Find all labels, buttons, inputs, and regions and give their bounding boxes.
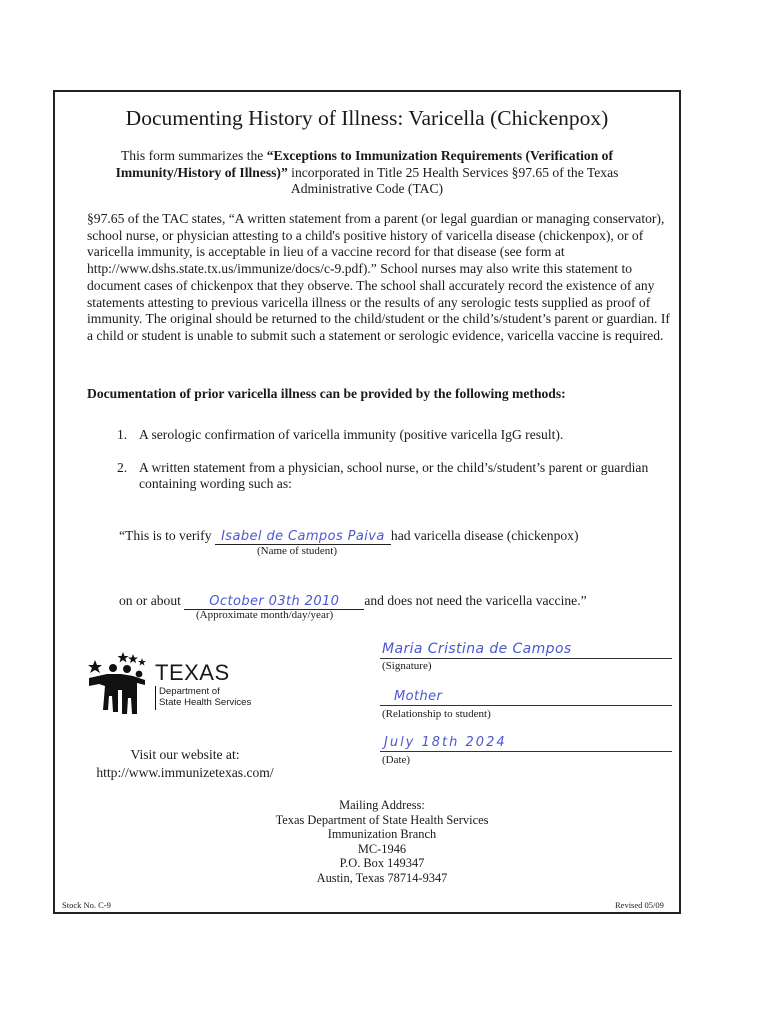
- website-block: [78, 746, 292, 782]
- signature-value: Maria Cristina de Campos: [382, 641, 572, 657]
- methods-list: [117, 427, 657, 509]
- method-item: [117, 460, 657, 493]
- method-number: 1.: [117, 427, 128, 442]
- method-text: A serologic confirmation of varicella immunity (positive varicella IgG result).: [139, 427, 564, 442]
- method-number: 2.: [117, 459, 128, 475]
- intro-paragraph: [78, 148, 656, 198]
- illness-date-caption: (Approximate month/day/year): [196, 609, 334, 621]
- verify-prefix: “This is to verify: [119, 528, 212, 543]
- relationship-caption: (Relationship to student): [382, 708, 491, 720]
- signature-caption: (Signature): [382, 660, 432, 672]
- mailing-line: MC-1946: [357, 841, 407, 856]
- logo-wordmark: TEXAS: [155, 660, 230, 685]
- revision-date: Revised 05/09: [615, 900, 664, 910]
- texas-people-icon: [87, 652, 151, 718]
- methods-heading: Documentation of prior varicella illness can be provided by the following methods:: [87, 386, 566, 401]
- method-item: [117, 427, 657, 444]
- mailing-line: Texas Department of State Health Services: [275, 812, 489, 827]
- verify-suffix: had varicella disease (chickenpox): [390, 528, 579, 543]
- verify-statement: [119, 528, 578, 545]
- texas-dshs-logo: [87, 652, 267, 718]
- student-name-caption: (Name of student): [257, 545, 338, 557]
- website-url[interactable]: http://www.immunizetexas.com/: [96, 765, 274, 780]
- relationship-value: Mother: [394, 689, 443, 704]
- intro-prefix: This form summarizes the: [121, 148, 267, 163]
- onabout-suffix: and does not need the varicella vaccine.”: [364, 593, 587, 608]
- signature-field[interactable]: [380, 638, 672, 659]
- date-field[interactable]: [380, 731, 672, 752]
- method-text: A written statement from a physician, school nurse, or the child’s/student’s parent or guardian containing wording such as:: [139, 459, 649, 492]
- mailing-line: P.O. Box 149347: [339, 856, 425, 871]
- date-caption: (Date): [382, 754, 411, 766]
- mailing-line: Austin, Texas 78714-9347: [316, 870, 448, 885]
- intro-suffix: incorporated in Title 25 Health Services §97.65 of the Texas Administrative Code (TAC): [287, 164, 619, 197]
- date-value: July 18th 2024: [384, 735, 507, 750]
- mailing-address: [53, 798, 711, 886]
- intro-bold-title: “Exceptions to Immunization Requirements (Verification of Immunity/History of Illness)”: [115, 148, 613, 180]
- logo-subtitle: [159, 686, 251, 708]
- illness-date-field[interactable]: October 03th 2010: [184, 594, 364, 610]
- relationship-field[interactable]: [380, 685, 672, 706]
- mailing-line: Immunization Branch: [327, 827, 437, 842]
- stock-number: Stock No. C-9: [62, 900, 111, 910]
- logo-subtitle-line2: State Health Services: [159, 697, 252, 708]
- form-title: Documenting History of Illness: Varicella (Chickenpox): [125, 106, 609, 130]
- website-label: Visit our website at:: [130, 747, 240, 762]
- tac-paragraph: §97.65 of the TAC states, “A written statement from a parent (or legal guardian or managing conservator), school nurse, or physician attesting to a child's positive history of varicella disease (chickenpox), or of varicella immunity, is acceptable in lieu of a vaccine record for that disease (see form at http://www.dshs.state.tx.us/immunize/docs/c-9.pdf).” School nurses may also write this statement to document cases of chickenpox that they observe. The school shall accurately record the existence of any statements attesting to previous varicella illness or the results of any serologic tests supplied as proof of immunity. The original should be returned to the child/student or the child’s/student’s parent or guardian. If a child or student is unable to submit such a statement or serologic evidence, varicella vaccine is required.: [87, 211, 670, 343]
- logo-subtitle-line1: Department of: [159, 686, 220, 697]
- student-name-field[interactable]: Isabel de Campos Paiva: [215, 529, 391, 545]
- onabout-statement: [119, 593, 587, 610]
- onabout-prefix: on or about: [119, 593, 181, 608]
- mailing-heading: Mailing Address:: [339, 798, 425, 812]
